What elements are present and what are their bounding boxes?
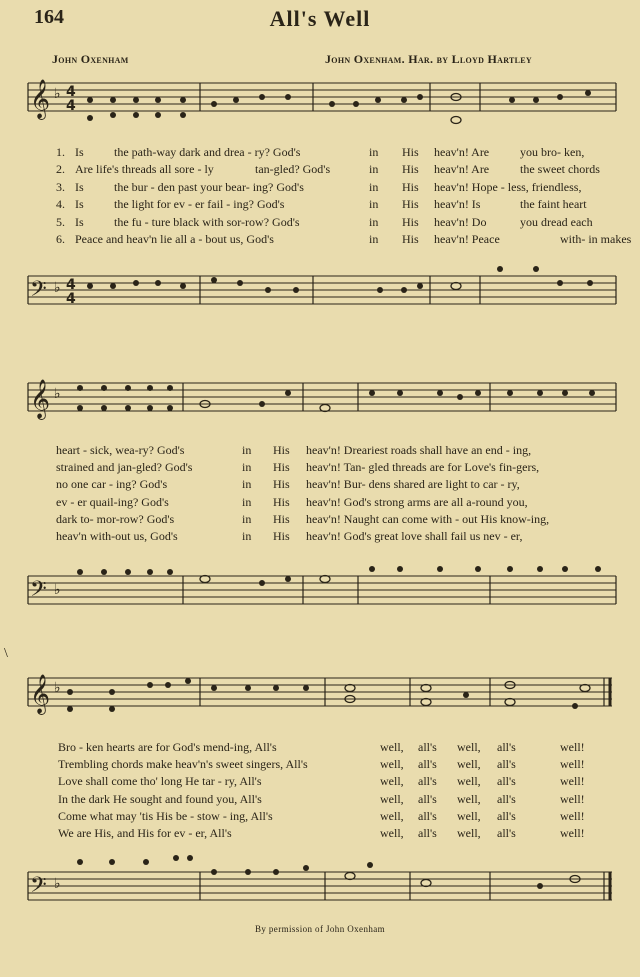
verse-line xyxy=(0,232,640,248)
lyric-fragment: all's xyxy=(418,774,437,789)
verse-line xyxy=(0,826,640,842)
verse-number: 3. xyxy=(56,179,65,194)
lyric-fragment: heav'n! God's great love shall fail us nev - er, xyxy=(306,529,523,543)
lyric-fragment: well, xyxy=(380,774,404,789)
lyric-fragment: no one car - ing? God's xyxy=(56,477,168,492)
lyric-fragment: Come what may 'tis His be - stow - ing, All's xyxy=(58,808,273,823)
lyric-fragment: well! xyxy=(560,740,585,754)
lyric-fragment: the path-way dark and drea - ry? God's xyxy=(114,145,301,159)
svg-text:𝄞: 𝄞 xyxy=(30,674,51,714)
lyric-fragment: heart - sick, wea-ry? God's xyxy=(56,443,185,457)
permission-note: By permission of John Oxenham xyxy=(254,924,386,934)
svg-text:♭: ♭ xyxy=(54,280,61,296)
lyric-fragment: heav'n! Naught can come with - out His know-ing, xyxy=(306,511,550,526)
verse-line xyxy=(0,145,640,161)
lyric-fragment: Is xyxy=(75,145,84,159)
lyric-fragment: heav'n! Bur- dens shared are light to car - ry, xyxy=(306,477,520,492)
lyric-fragment: in xyxy=(242,443,252,457)
verse-number: 5. xyxy=(56,214,65,229)
lyric-fragment: in xyxy=(369,214,379,229)
svg-text:♭: ♭ xyxy=(54,386,61,402)
lyric-fragment: all's xyxy=(418,740,437,754)
lyric-fragment: His xyxy=(402,179,419,194)
lyric-fragment: well, xyxy=(380,826,404,840)
lyric-fragment: all's xyxy=(418,826,437,840)
verse-line xyxy=(0,443,640,459)
lyric-fragment: His xyxy=(402,232,419,246)
lyric-fragment: all's xyxy=(418,791,437,806)
lyric-fragment: in xyxy=(242,511,252,526)
lyric-fragment: His xyxy=(402,214,419,229)
lyric-fragment: heav'n! Is xyxy=(434,197,481,212)
words-credit: John Oxenham xyxy=(52,52,129,66)
lyric-fragment: His xyxy=(273,443,290,457)
lyric-fragment: you dread each xyxy=(520,214,593,229)
lyric-fragment: all's xyxy=(497,808,516,823)
staff-treble-3 xyxy=(28,678,612,706)
lyric-fragment: Love shall come tho' long He tar - ry, All's xyxy=(58,774,262,789)
svg-text:♭: ♭ xyxy=(54,876,61,892)
lyric-fragment: all's xyxy=(497,774,516,789)
lyric-fragment: We are His, and His for ev - er, All's xyxy=(58,826,232,840)
verse-number: 2. xyxy=(56,162,65,177)
lyric-fragment: Is xyxy=(75,214,84,229)
hymn-title: All's Well xyxy=(269,6,371,31)
lyric-fragment: strained and jan-gled? God's xyxy=(56,460,193,475)
lyric-fragment: heav'n! Are xyxy=(434,162,490,177)
lyric-fragment: in xyxy=(369,179,379,194)
verse-line xyxy=(0,180,640,196)
lyric-fragment: Peace and heav'n lie all a - bout us, God's xyxy=(75,232,274,246)
svg-text:4: 4 xyxy=(66,277,76,293)
lyric-fragment: His xyxy=(402,145,419,159)
lyric-fragment: Are life's threads all sore - ly xyxy=(75,162,214,177)
page-number: 164 xyxy=(34,6,64,28)
lyric-fragment: well! xyxy=(560,757,585,772)
svg-text:♭: ♭ xyxy=(54,582,61,598)
lyric-fragment: heav'n! Dreariest roads shall have an end - ing, xyxy=(306,443,532,457)
lyric-fragment: His xyxy=(273,529,290,543)
lyric-fragment: the bur - den past your bear- ing? God's xyxy=(114,179,304,194)
lyric-fragment: all's xyxy=(497,791,516,806)
staff-treble-1 xyxy=(28,83,616,111)
lyric-fragment: heav'n! Hope - less, friendless, xyxy=(434,179,582,194)
lyric-fragment: ev - er quail-ing? God's xyxy=(56,494,169,509)
verse-line xyxy=(0,792,640,808)
staff-bass-2 xyxy=(28,576,616,604)
verse-line xyxy=(0,757,640,773)
lyric-fragment: in xyxy=(369,197,379,212)
lyric-fragment: all's xyxy=(497,826,516,840)
svg-text:𝄢: 𝄢 xyxy=(30,873,47,903)
verse-line xyxy=(0,197,640,213)
lyric-fragment: all's xyxy=(418,757,437,772)
lyric-fragment: all's xyxy=(418,808,437,823)
verse-line xyxy=(0,215,640,231)
lyric-fragment: well, xyxy=(380,757,404,772)
staff-bass-1 xyxy=(28,276,616,304)
lyric-fragment: in xyxy=(369,232,379,246)
svg-text:♭: ♭ xyxy=(54,680,61,696)
lyric-fragment: well, xyxy=(380,791,404,806)
lyric-fragment: His xyxy=(273,460,290,475)
lyric-fragment: well, xyxy=(457,774,481,789)
lyric-fragment: His xyxy=(273,511,290,526)
music-credit: John Oxenham. Har. by Lloyd Hartley xyxy=(325,52,533,66)
verse-line xyxy=(0,740,640,756)
lyric-fragment: well, xyxy=(457,740,481,754)
lyric-fragment: heav'n! Do xyxy=(434,214,487,229)
svg-text:𝄞: 𝄞 xyxy=(30,379,51,419)
lyric-fragment: His xyxy=(273,494,290,509)
lyric-fragment: in xyxy=(242,460,252,475)
verse-line xyxy=(0,477,640,493)
staff-bass-3 xyxy=(28,872,612,900)
verse-line xyxy=(0,774,640,790)
svg-text:4: 4 xyxy=(66,291,76,307)
lyric-fragment: in xyxy=(369,162,379,177)
verse-line xyxy=(0,529,640,545)
verse-line xyxy=(0,512,640,528)
svg-text:𝄢: 𝄢 xyxy=(30,577,47,607)
verse-number: 6. xyxy=(56,232,65,246)
lyric-fragment: His xyxy=(273,477,290,492)
lyric-fragment: the sweet chords xyxy=(520,162,600,177)
margin-mark: \ xyxy=(4,646,8,661)
lyric-fragment: tan-gled? God's xyxy=(255,162,331,177)
lyric-fragment: dark to- mor-row? God's xyxy=(56,511,175,526)
lyric-fragment: with- in makes xyxy=(560,232,632,246)
staff-treble-2 xyxy=(28,383,616,411)
lyric-fragment: well! xyxy=(560,774,585,789)
svg-text:4: 4 xyxy=(66,84,76,100)
lyric-fragment: heav'n! Tan- gled threads are for Love's fin-gers, xyxy=(306,460,540,475)
svg-text:𝄞: 𝄞 xyxy=(30,79,51,119)
lyric-fragment: well! xyxy=(560,808,585,823)
lyric-fragment: heav'n! Peace xyxy=(434,232,500,246)
lyric-fragment: Is xyxy=(75,179,84,194)
lyric-fragment: His xyxy=(402,197,419,212)
lyric-fragment: all's xyxy=(497,740,516,754)
verse-line xyxy=(0,495,640,511)
verse-number: 4. xyxy=(56,197,65,212)
lyric-fragment: well! xyxy=(560,791,585,806)
lyric-fragment: well, xyxy=(457,791,481,806)
verse-line xyxy=(0,460,640,476)
lyric-fragment: Trembling chords make heav'n's sweet singers, All's xyxy=(58,757,308,772)
lyric-fragment: in xyxy=(242,494,252,509)
lyric-fragment: well, xyxy=(457,757,481,772)
lyric-fragment: well! xyxy=(560,826,585,840)
lyric-fragment: Bro - ken hearts are for God's mend-ing, All's xyxy=(58,740,277,754)
verse-line xyxy=(0,809,640,825)
lyric-fragment: well, xyxy=(457,808,481,823)
lyric-fragment: you bro- ken, xyxy=(520,145,585,159)
lyric-fragment: well, xyxy=(457,826,481,840)
lyric-fragment: in xyxy=(242,477,252,492)
lyric-fragment: in xyxy=(369,145,379,159)
lyric-fragment: in xyxy=(242,529,252,543)
svg-text:𝄢: 𝄢 xyxy=(30,277,47,307)
svg-text:♭: ♭ xyxy=(54,86,61,102)
lyric-fragment: well, xyxy=(380,740,404,754)
verse-line xyxy=(0,162,640,178)
lyric-fragment: heav'n! God's strong arms are all a-round you, xyxy=(306,494,528,509)
lyric-fragment: the faint heart xyxy=(520,197,587,212)
lyric-fragment: well, xyxy=(380,808,404,823)
lyric-fragment: the fu - ture black with sor-row? God's xyxy=(114,214,300,229)
svg-text:4: 4 xyxy=(66,98,76,114)
verse-number: 1. xyxy=(56,145,65,159)
lyric-fragment: heav'n! Are xyxy=(434,145,490,159)
lyric-fragment: Is xyxy=(75,197,84,212)
lyric-fragment: the light for ev - er fail - ing? God's xyxy=(114,197,285,212)
lyric-fragment: heav'n with-out us, God's xyxy=(56,529,178,543)
lyric-fragment: all's xyxy=(497,757,516,772)
lyric-fragment: In the dark He sought and found you, All's xyxy=(58,791,262,806)
lyric-fragment: His xyxy=(402,162,419,177)
